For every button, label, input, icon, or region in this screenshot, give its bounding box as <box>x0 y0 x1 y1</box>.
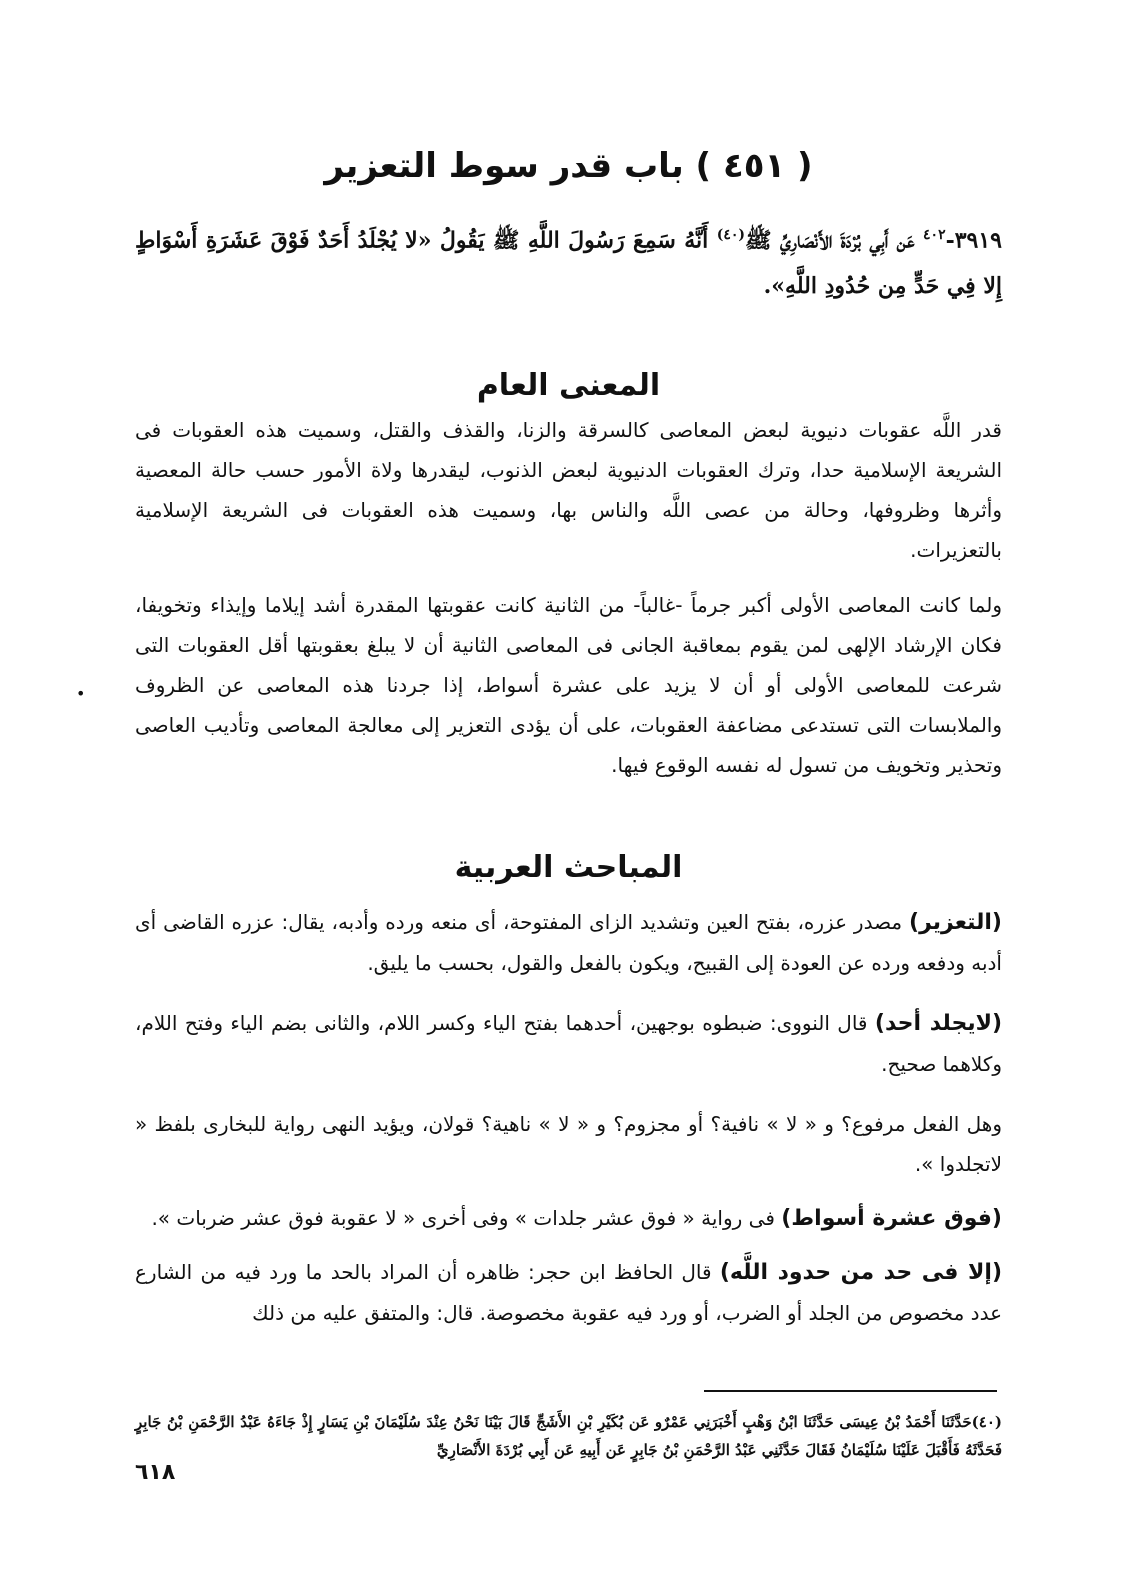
hadith-text-after-ref: أَنَّهُ سَمِعَ رَسُولَ اللَّهِ ﷺ يَقُولُ «لا يُجْلَدُ أَحَدٌ فَوْقَ عَشَرَةِ أَسْوَاطٍ إِلا فِي حَدٍّ مِن حُدُودِ اللَّهِ». <box>135 227 1002 300</box>
footnote-divider <box>704 1390 997 1392</box>
linguistic-entry-la-yujlad <box>135 1003 1002 1084</box>
linguistic-entry-illa <box>135 1252 1002 1333</box>
footnote: (٤٠)حَدَّثَنَا أَحْمَدُ بْنُ عِيسَى حَدَّثَنَا ابْنُ وَهْبٍ أَخْبَرَنِي عَمْرٌو عَن بُكَيْرِ بْنِ الأَشَجِّ قَالَ بَيْنَا نَحْنُ عِنْدَ سُلَيْمَانَ بْنِ يَسَارٍ إِذْ جَاءَهُ عَبْدُ الرَّحْمَنِ بْنُ جَابِرٍ فَحَدَّثَهُ فَأَقْبَلَ عَلَيْنَا سُلَيْمَانُ فَقَالَ حَدَّثَنِي عَبْدُ الرَّحْمَنِ بْنُ جَابِرٍ عَن أَبِيهِ عَن أَبِي بُرْدَةَ الأَنْصَارِيِّ <box>135 1413 1002 1459</box>
term-illa: (إلا فى حد من حدود اللَّه) <box>719 1260 1002 1285</box>
page-number: ٦١٨ <box>135 1460 176 1485</box>
chapter-title: ( ٤٥١ ) باب قدر سوط التعزير <box>324 145 813 186</box>
entry-text-la-yujlad: قال النووى: ضبطوه بوجهين، أحدهما بفتح الياء وكسر اللام، والثانى بضم الياء وفتح اللام، وكلاهما صحيح. <box>135 1011 1002 1076</box>
term-la-yujlad: (لايجلد أحد) <box>874 1011 1003 1036</box>
hadith-footnote-ref: (٤٠) <box>716 227 746 243</box>
linguistic-entry-fiil <box>135 1104 1002 1184</box>
hadith-text <box>135 212 1002 309</box>
margin-bullet: • <box>76 684 86 703</box>
linguistic-entry-taazir <box>135 902 1002 983</box>
entry-text-fawq: فى رواية « فوق عشر جلدات » وفى أخرى « لا عقوبة فوق عشر ضربات ». <box>151 1206 782 1230</box>
hadith-sub-number: ٤٠٢ <box>923 227 946 243</box>
linguistic-entry-fawq <box>135 1198 1002 1239</box>
heading-general-meaning: المعنى العام <box>476 367 661 403</box>
hadith-number: ٣٩١٩- <box>945 227 1002 254</box>
term-taazir: (التعزير) <box>909 910 1002 935</box>
entry-text-fiil: وهل الفعل مرفوع؟ و « لا » نافية؟ أو مجزوم؟ و « لا » ناهية؟ قولان، ويؤيد النهى رواية للبخارى بلفظ « لاتجلدوا ». <box>135 1112 1002 1176</box>
hadith-text-before-ref: عَن أَبِي بُرْدَةَ الأَنْصَارِيِّ ﷺ <box>745 227 915 254</box>
heading-linguistic: المباحث العربية <box>454 849 683 885</box>
entry-text-taazir: مصدر عزره، بفتح العين وتشديد الزاى المفتوحة، أى منعه ورده وأدبه، يقال: عزره القاضى أى أدبه ودفعه ورده عن العودة إلى القبيح، ويكون بالفعل والقول، بحسب ما يليق. <box>135 910 1002 975</box>
general-meaning-paragraph-1: قدر اللَّه عقوبات دنيوية لبعض المعاصى كالسرقة والزنا، والقذف والقتل، وسميت هذه العقوبات فى الشريعة الإسلامية حدا، وترك العقوبات الدنيوية لبعض الذنوب، ليقدرها ولاة الأمور حسب حالة المعصية وأثرها وظروفها، وحالة من عصى اللَّه والناس بها، وسميت هذه العقوبات فى الشريعة الإسلامية بالتعزيرات. <box>135 418 1002 562</box>
term-fawq: (فوق عشرة أسواط) <box>781 1206 1002 1231</box>
general-meaning-paragraph-2: ولما كانت المعاصى الأولى أكبر جرماً -غالباً- من الثانية كانت عقوبتها المقدرة أشد إيلاما وإيذاء وتخويفا، فكان الإرشاد الإلهى لمن يقوم بمعاقبة الجانى فى المعاصى الثانية أن لا يبلغ بعقوبتها أقل العقوبات التى شرعت للمعاصى الأولى أو أن لا يزيد على عشرة أسواط، إذا جردنا هذه المعاصى عن الظروف والملابسات التى تستدعى مضاعفة العقوبات، على أن يؤدى التعزير إلى معالجة المعاصى وتأديب العاصى وتحذير وتخويف من تسول له نفسه الوقوع فيها. <box>135 593 1002 777</box>
entry-text-illa: قال الحافظ ابن حجر: ظاهره أن المراد بالحد ما ورد فيه من الشارع عدد مخصوص من الجلد أو الضرب، أو ورد فيه عقوبة مخصوصة. قال: والمتفق عليه من ذلك <box>135 1260 1002 1325</box>
